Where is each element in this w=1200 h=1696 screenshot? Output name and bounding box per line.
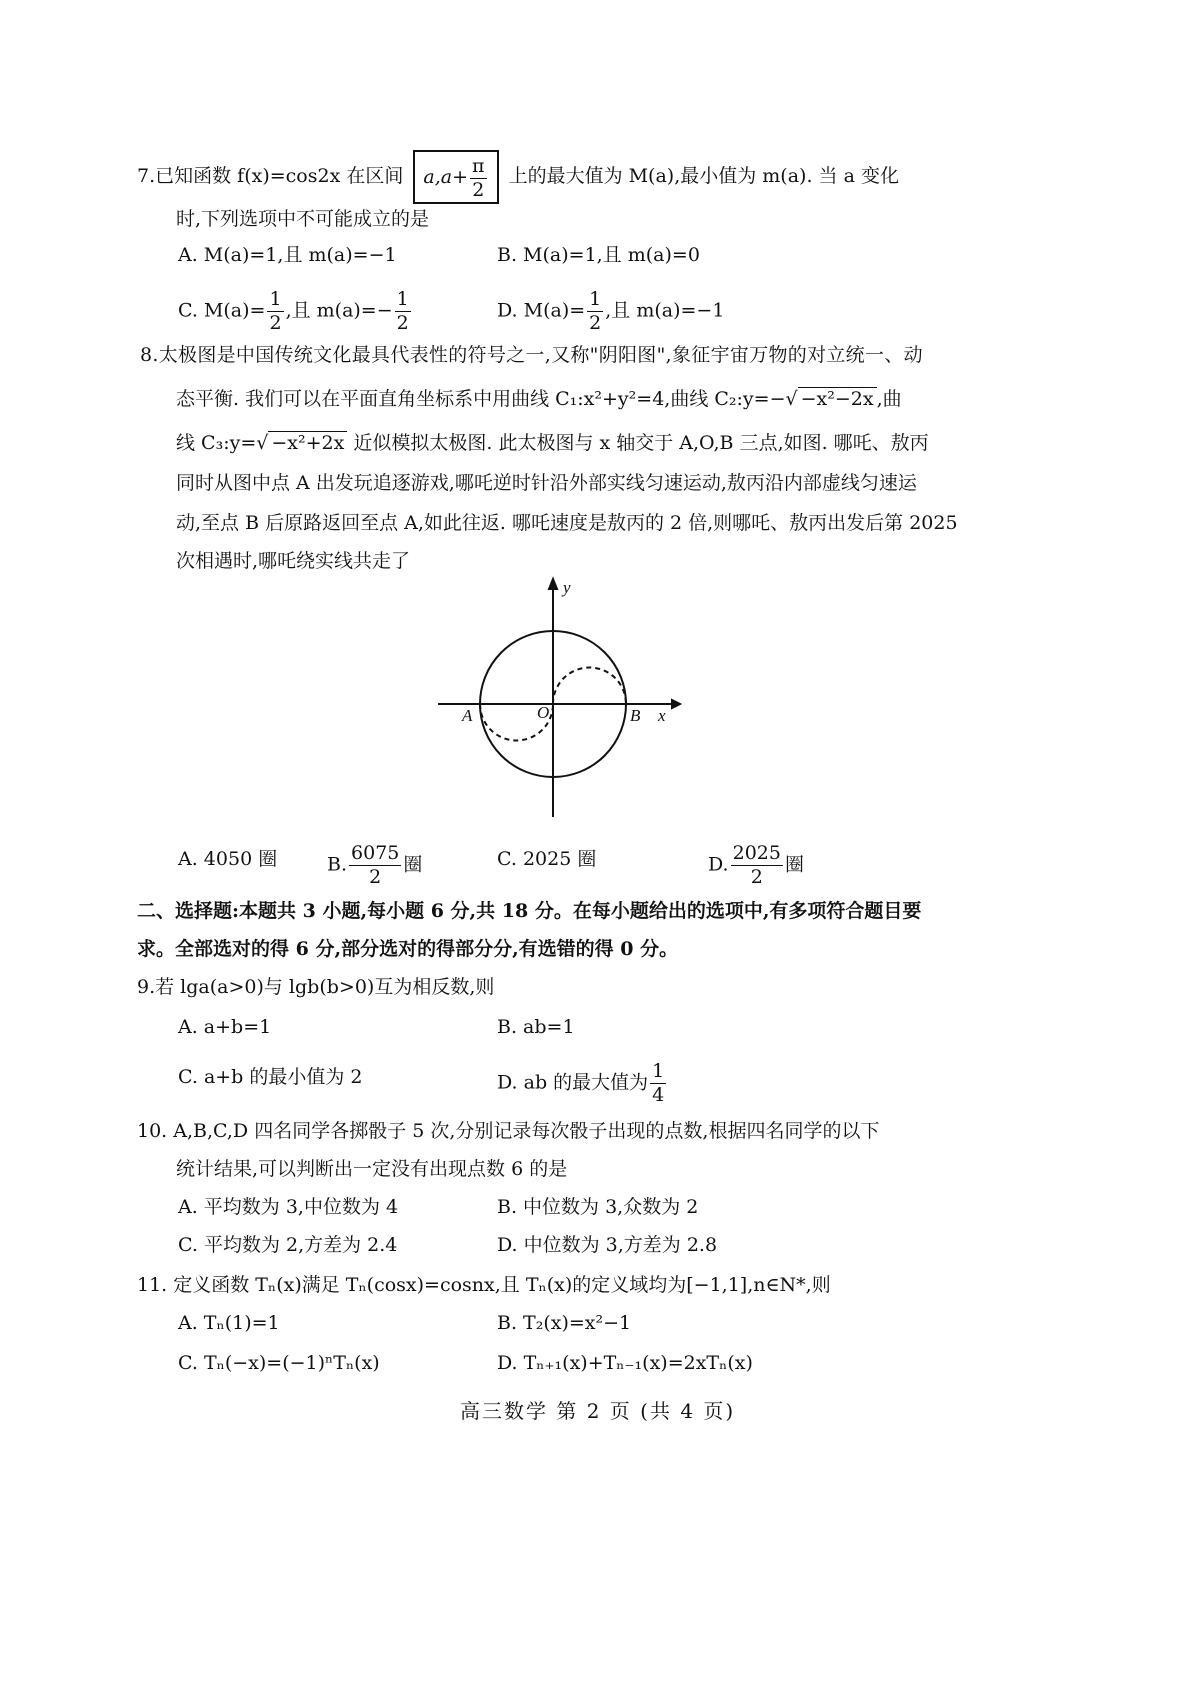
curve-c3-dashed xyxy=(553,668,626,705)
q7-interval-left: a,a+ xyxy=(423,166,469,188)
q10-line2: 统计结果,可以判断出一定没有出现点数 6 的是 xyxy=(176,1158,568,1180)
q9-option-d-frac: $\frac{1}{4}$ xyxy=(652,1060,665,1106)
q9-option-a: A. a+b=1 xyxy=(178,1016,272,1038)
q7-two: 2 xyxy=(472,178,485,201)
q9-option-d: D. ab 的最大值为 $\frac{1}{4}$ xyxy=(497,1060,665,1106)
y-axis-arrow xyxy=(549,579,557,589)
q10-option-a: A. 平均数为 3,中位数为 4 xyxy=(178,1196,399,1218)
q7-option-c-pre: C. M(a)= xyxy=(178,299,266,322)
point-b-label: B xyxy=(630,706,641,725)
q8-sqrt-c2: −x²−2x xyxy=(798,387,877,410)
q8-sqrt-c3: −x²+2x xyxy=(268,431,347,454)
q8-line2: 态平衡. 我们可以在平面直角坐标系中用曲线 C₁:x²+y²=4,曲线 C₂:y=−√ −x²−2x ,曲 xyxy=(176,388,902,410)
y-axis-label: y xyxy=(563,578,571,597)
q7-option-b: B. M(a)=1,且 m(a)=0 xyxy=(497,244,700,266)
q8-line4: 同时从图中点 A 出发玩追逐游戏,哪吒逆时针沿外部实线匀速运动,敖丙沿内部虚线匀速运 xyxy=(176,472,917,494)
q10-option-d: D. 中位数为 3,方差为 2.8 xyxy=(497,1234,718,1256)
q8-option-b: B. $\frac{6075}{2}$ 圈 xyxy=(327,842,423,888)
q8-option-a: A. 4050 圈 xyxy=(178,848,278,870)
q11-option-c: C. Tₙ(−x)=(−1)ⁿTₙ(x) xyxy=(178,1352,380,1374)
q11-option-d: D. Tₙ₊₁(x)+Tₙ₋₁(x)=2xTₙ(x) xyxy=(497,1352,753,1374)
q7-option-d-post: ,且 m(a)=−1 xyxy=(605,299,725,322)
q10-line1: 10. A,B,C,D 四名同学各掷骰子 5 次,分别记录每次骰子出现的点数,根据四名同学的以下 xyxy=(137,1120,880,1142)
q8-line5: 动,至点 B 后原路返回至点 A,如此往返. 哪吒速度是敖丙的 2 倍,则哪吒、敖丙出发后第 2025 xyxy=(176,512,958,534)
q9-stem: 9.若 lga(a>0)与 lgb(b>0)互为相反数,则 xyxy=(137,976,495,998)
point-a-label: A xyxy=(462,706,473,725)
q7-option-c-mid: ,且 m(a)=− xyxy=(285,299,393,322)
q8-line1: 8.太极图是中国传统文化最具代表性的符号之一,又称"阴阳图",象征宇宙万物的对立统一、动 xyxy=(140,344,923,366)
q7-pi: π xyxy=(472,154,485,177)
q7-stem-end: 上的最大值为 M(a),最小值为 m(a). 当 a 变化 xyxy=(508,165,899,187)
q9-option-b: B. ab=1 xyxy=(497,1016,575,1038)
q7-option-c-frac2: $\frac{1}{2}$ xyxy=(396,288,409,334)
q7-option-c-frac1: $\frac{1}{2}$ xyxy=(269,288,282,334)
q7-option-d-frac: $\frac{1}{2}$ xyxy=(589,288,602,334)
section2-line1: 二、选择题:本题共 3 小题,每小题 6 分,共 18 分。在每小题给出的选项中,有多项符合题目要 xyxy=(137,900,922,922)
q7-line1 xyxy=(137,150,899,204)
q8-option-d: D. $\frac{2025}{2}$ 圈 xyxy=(708,842,804,888)
q11-stem: 11. 定义函数 Tₙ(x)满足 Tₙ(cosx)=cosnx,且 Tₙ(x)的定义域均为[−1,1],n∈N*,则 xyxy=(137,1274,831,1296)
q7-line2: 时,下列选项中不可能成立的是 xyxy=(176,208,430,230)
q7-option-d xyxy=(497,290,724,333)
q7-option-c xyxy=(178,290,413,333)
q8-option-d-frac: $\frac{2025}{2}$ xyxy=(732,842,781,888)
page-footer: 高三数学 第 2 页 (共 4 页) xyxy=(460,1399,736,1423)
q8-line6: 次相遇时,哪吒绕实线共走了 xyxy=(176,550,411,572)
q7-option-a: A. M(a)=1,且 m(a)=−1 xyxy=(178,244,397,266)
q7-pi-over-2 xyxy=(470,154,487,201)
q8-line3: 线 C₃:y=√ −x²+2x 近似模拟太极图. 此太极图与 x 轴交于 A,O,B 三点,如图. 哪吒、敖丙 xyxy=(176,432,929,454)
q10-option-c: C. 平均数为 2,方差为 2.4 xyxy=(178,1234,398,1256)
q8-option-c: C. 2025 圈 xyxy=(497,848,597,870)
q10-option-b: B. 中位数为 3,众数为 2 xyxy=(497,1196,699,1218)
point-o-label: O xyxy=(537,703,550,722)
x-axis-label: x xyxy=(658,706,666,725)
section2-line2: 求。全部选对的得 6 分,部分选对的得部分分,有选错的得 0 分。 xyxy=(137,938,679,960)
q11-option-a: A. Tₙ(1)=1 xyxy=(178,1312,280,1334)
q8-option-b-frac: $\frac{6075}{2}$ xyxy=(351,842,400,888)
q7-stem-start: 7.已知函数 f(x)=cos2x 在区间 xyxy=(137,165,404,187)
q11-option-b: B. T₂(x)=x²−1 xyxy=(497,1312,632,1334)
q7-interval xyxy=(413,150,498,204)
taiji-figure xyxy=(420,575,720,875)
q7-option-d-pre: D. M(a)= xyxy=(497,299,586,322)
x-axis-arrow xyxy=(672,700,680,708)
q9-option-c: C. a+b 的最小值为 2 xyxy=(178,1066,363,1088)
